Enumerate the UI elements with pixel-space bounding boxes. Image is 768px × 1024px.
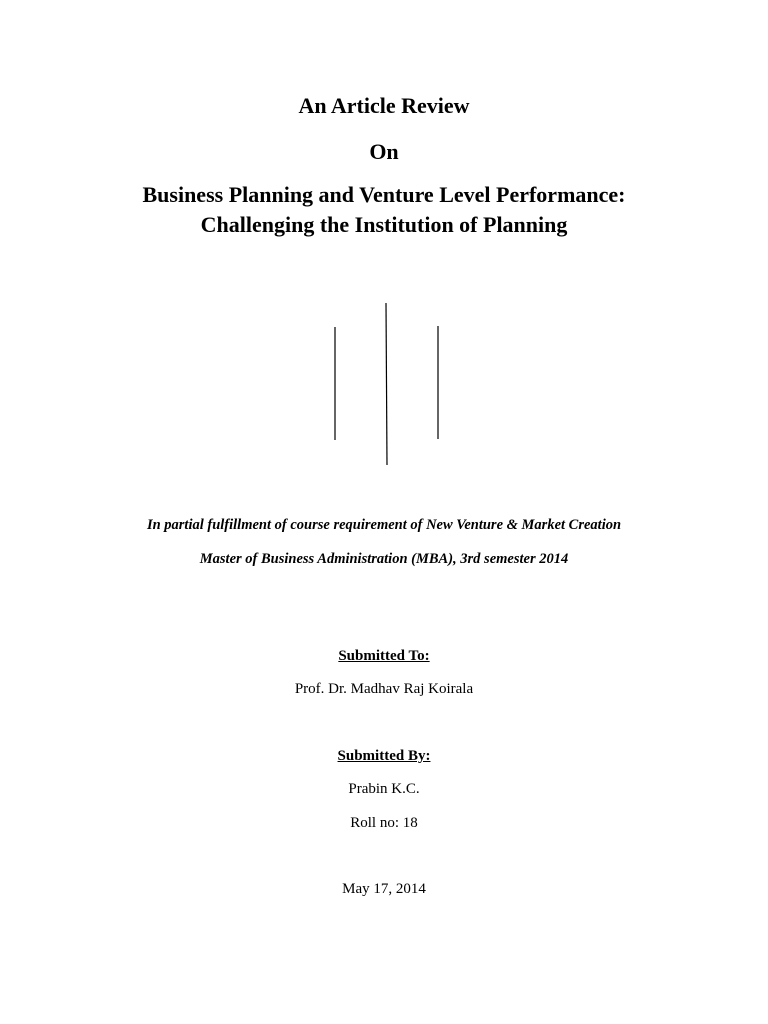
course-requirement: In partial fulfillment of course requirement of New Venture & Market Creation — [146, 517, 622, 533]
article-title-line2: Challenging the Institution of Planning — [200, 212, 568, 237]
article-title-line1: Business Planning and Venture Level Performance: — [142, 182, 626, 207]
submitted-to-label: Submitted To: — [338, 648, 430, 664]
roll-number: Roll no: 18 — [350, 815, 418, 831]
program-info: Master of Business Administration (MBA), 3rd semester 2014 — [199, 551, 569, 567]
submission-date: May 17, 2014 — [342, 881, 426, 897]
submitted-to-name: Prof. Dr. Madhav Raj Koirala — [294, 681, 474, 697]
connector-on: On — [369, 139, 399, 164]
heading: An Article Review — [298, 93, 470, 118]
submitted-by-label: Submitted By: — [337, 748, 431, 764]
submitted-by-name: Prabin K.C. — [348, 781, 420, 797]
center-vertical-line — [386, 303, 387, 465]
